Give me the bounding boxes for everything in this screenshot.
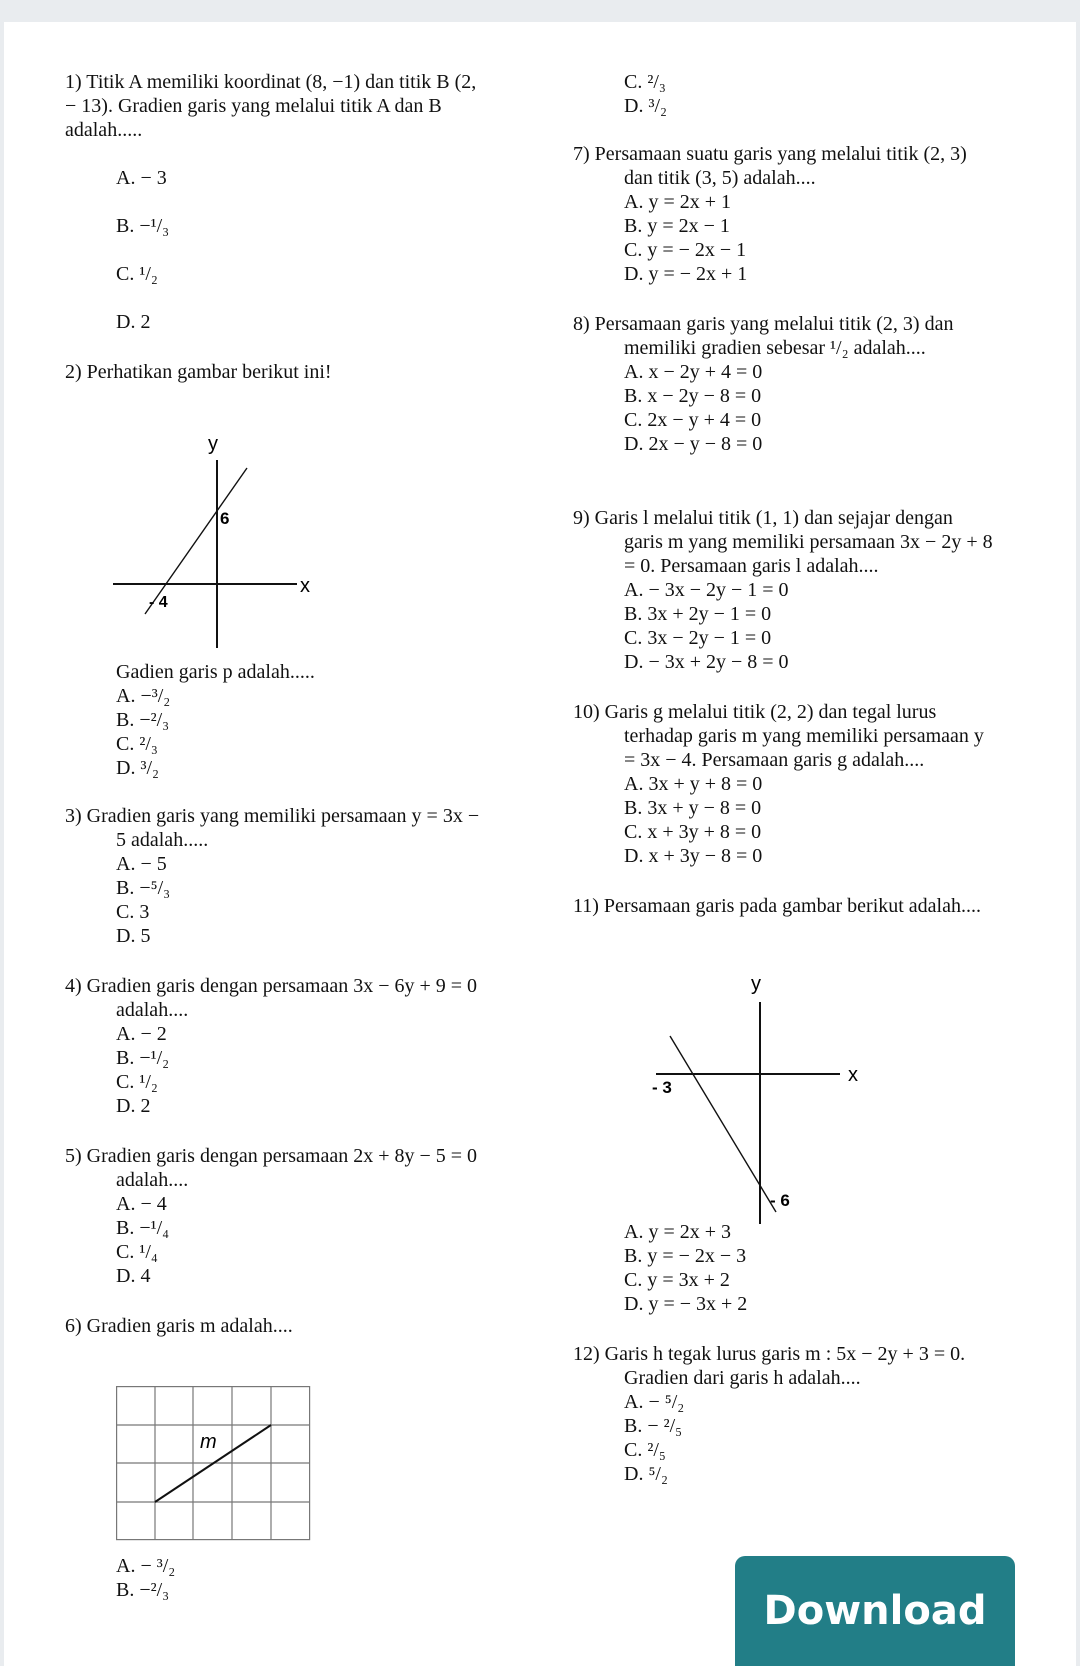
text-line: B. 3x + y − 8 = 0: [624, 797, 762, 819]
text-line: A. − ⁵/₂: [624, 1391, 685, 1413]
line-m-label: m: [200, 1431, 217, 1453]
text-line: C. ¹/₂: [116, 1071, 158, 1093]
text-line: B. x − 2y − 8 = 0: [624, 385, 762, 407]
text-line: 10) Garis g melalui titik (2, 2) dan tegal lurus: [573, 701, 937, 723]
text-line: A. x − 2y + 4 = 0: [624, 361, 763, 383]
text-line: B. −¹/₂: [116, 1047, 170, 1069]
y-intercept-label: - 6: [770, 1191, 790, 1210]
text-line: 12) Garis h tegak lurus garis m : 5x − 2y + 3 = 0.: [573, 1343, 966, 1365]
text-line: 9) Garis l melalui titik (1, 1) dan sejajar dengan: [573, 507, 953, 529]
x-intercept-label: - 3: [652, 1078, 672, 1097]
text-line: C. ²/₃: [116, 733, 158, 755]
text-line: A. y = 2x + 1: [624, 191, 732, 213]
text-line: D. 2: [116, 1095, 151, 1117]
text-line: B. −²/₃: [116, 709, 170, 731]
text-line: A. − 2: [116, 1023, 167, 1045]
text-line: B. 3x + 2y − 1 = 0: [624, 603, 772, 625]
text-line: B. − ²/₅: [624, 1415, 683, 1437]
text-line: C. ²/₅: [624, 1439, 666, 1461]
text-line: adalah.....: [65, 119, 143, 141]
text-line: adalah....: [116, 1169, 189, 1191]
text-line: B. y = 2x − 1: [624, 215, 730, 237]
text-line: Gadien garis p adalah.....: [116, 661, 315, 683]
text-line: B. −¹/₄: [116, 1217, 170, 1239]
y-intercept-label: 6: [220, 509, 230, 528]
text-line: C. 3x − 2y − 1 = 0: [624, 627, 772, 649]
grid-line-m: [116, 1386, 312, 1542]
text-line: − 13). Gradien garis yang melalui titik A dan B: [65, 95, 442, 117]
text-line: dan titik (3, 5) adalah....: [624, 167, 816, 189]
x-axis-label: x: [300, 575, 310, 597]
download-button[interactable]: Download: [735, 1556, 1015, 1666]
x-intercept-label: - 4: [149, 594, 168, 611]
y-axis-label: y: [208, 433, 218, 455]
text-line: 7) Persamaan suatu garis yang melalui titik (2, 3): [573, 143, 967, 165]
text-line: B. −¹/₃: [116, 215, 170, 237]
graph-line-p: [105, 428, 310, 656]
text-line: 5) Gradien garis dengan persamaan 2x + 8y − 5 = 0: [65, 1145, 478, 1167]
text-line: 1) Titik A memiliki koordinat (8, −1) dan titik B (2,: [65, 71, 477, 93]
text-line: A. − 3: [116, 167, 167, 189]
text-line: C. ²/₃: [624, 71, 666, 93]
text-line: 5 adalah.....: [116, 829, 209, 851]
text-line: D. − 3x + 2y − 8 = 0: [624, 651, 789, 673]
text-line: 11) Persamaan garis pada gambar berikut adalah....: [573, 895, 981, 917]
text-line: = 3x − 4. Persamaan garis g adalah....: [624, 749, 925, 771]
text-line: 4) Gradien garis dengan persamaan 3x − 6y + 9 = 0: [65, 975, 478, 997]
text-line: B. y = − 2x − 3: [624, 1245, 747, 1267]
text-line: D. 2: [116, 311, 151, 333]
text-line: C. ¹/₄: [116, 1241, 158, 1263]
text-line: A. − 4: [116, 1193, 167, 1215]
graph-line-question-11: [648, 970, 858, 1228]
text-line: 2) Perhatikan gambar berikut ini!: [65, 361, 332, 383]
text-line: A. − ³/₂: [116, 1555, 176, 1577]
text-line: D. ⁵/₂: [624, 1463, 668, 1485]
text-line: C. x + 3y + 8 = 0: [624, 821, 762, 843]
text-line: terhadap garis m yang memiliki persamaan y: [624, 725, 984, 747]
text-line: adalah....: [116, 999, 189, 1021]
text-line: D. ³/₂: [116, 757, 159, 779]
text-line: D. 4: [116, 1265, 151, 1287]
text-line: D. ³/₂: [624, 95, 667, 117]
text-line: memiliki gradien sebesar ¹/₂ adalah....: [624, 337, 926, 359]
text-line: 3) Gradien garis yang memiliki persamaan y = 3x −: [65, 805, 480, 827]
text-line: B. −²/₃: [116, 1579, 170, 1601]
text-line: 8) Persamaan garis yang melalui titik (2, 3) dan: [573, 313, 954, 335]
text-line: A. 3x + y + 8 = 0: [624, 773, 763, 795]
text-line: D. y = − 2x + 1: [624, 263, 748, 285]
text-line: Gradien dari garis h adalah....: [624, 1367, 861, 1389]
text-line: = 0. Persamaan garis l adalah....: [624, 555, 879, 577]
y-axis-label: y: [751, 973, 761, 995]
text-line: D. x + 3y − 8 = 0: [624, 845, 763, 867]
text-line: D. 5: [116, 925, 151, 947]
text-line: C. y = − 2x − 1: [624, 239, 747, 261]
x-axis-label: x: [848, 1064, 858, 1086]
text-line: A. − 3x − 2y − 1 = 0: [624, 579, 789, 601]
text-line: 6) Gradien garis m adalah....: [65, 1315, 293, 1337]
text-line: C. y = 3x + 2: [624, 1269, 730, 1291]
text-line: A. − 5: [116, 853, 167, 875]
text-line: garis m yang memiliki persamaan 3x − 2y + 8: [624, 531, 993, 553]
text-line: C. ¹/₂: [116, 263, 158, 285]
text-line: B. −⁵/₃: [116, 877, 171, 899]
text-line: C. 2x − y + 4 = 0: [624, 409, 762, 431]
text-line: C. 3: [116, 901, 150, 923]
text-line: A. −³/₂: [116, 685, 171, 707]
text-line: A. y = 2x + 3: [624, 1221, 732, 1243]
text-line: D. y = − 3x + 2: [624, 1293, 748, 1315]
text-line: D. 2x − y − 8 = 0: [624, 433, 763, 455]
